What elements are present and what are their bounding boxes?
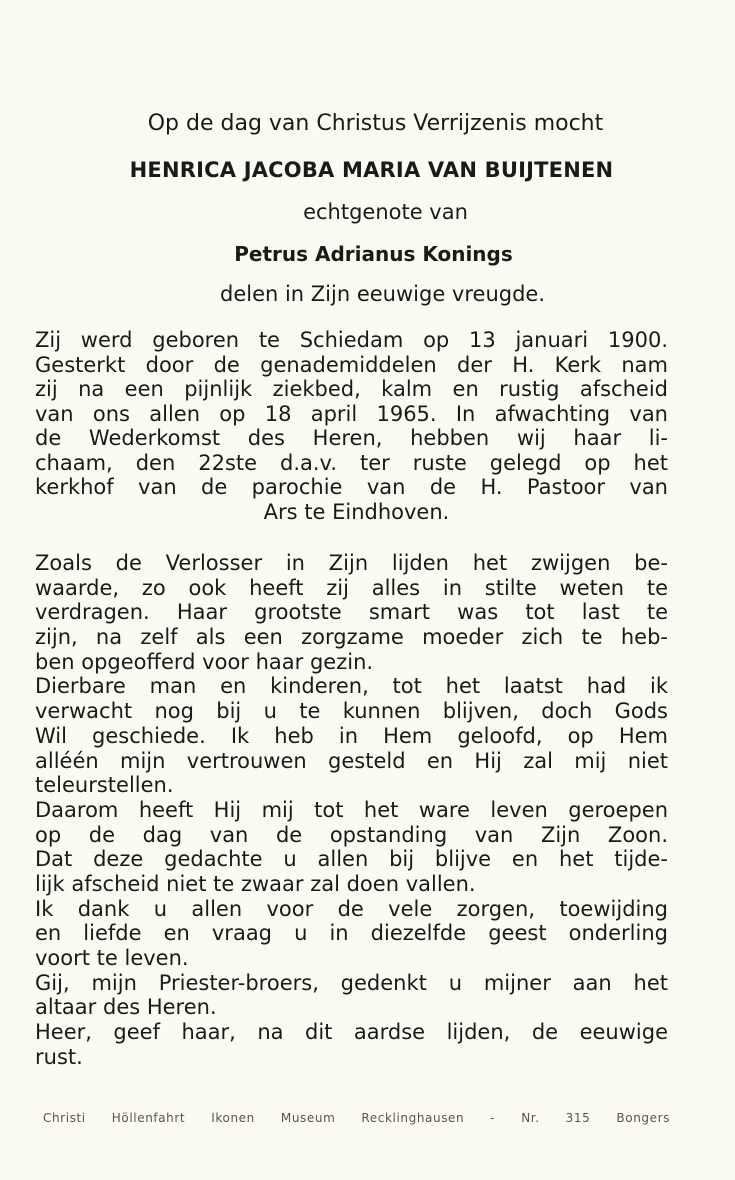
biography-line: de Wederkomst des Heren, hebben wij haar li- [35,426,668,450]
farewell-line: Gij, mijn Priester-broers, gedenkt u mijner aan het [35,970,668,995]
farewell-line: rust. [35,1044,83,1069]
farewell-line: Heer, geef haar, na dit aardse lijden, de eeuwige [35,1020,668,1045]
farewell-line: teleurstellen. [35,773,174,798]
farewell-line: waarde, zo ook heeft zij alles in stilte weten te [35,575,668,600]
biography-paragraph [35,328,668,524]
farewell-line: altaar des Heren. [35,995,217,1020]
farewell-line: lijk afscheid niet te zwaar zal doen vallen. [35,871,476,896]
biography-line: Gesterkt door de genademiddelen der H. Kerk nam [35,352,668,377]
opening-line: Op de dag van Christus Verrijzenis mocht [147,111,604,136]
farewell-line: Wil geschiede. Ik heb in Hem geloofd, op Hem [35,723,668,748]
spouse-label: echtgenote van [303,200,468,224]
farewell-line: verdragen. Haar grootste smart was tot last te [35,600,668,625]
closing-line: delen in Zijn eeuwige vreugde. [219,282,546,306]
biography-line: Ars te Eindhoven. [263,499,450,524]
farewell-line: en liefde en vraag u in diezelfde geest onderling [35,921,668,946]
farewell-line: op de dag van de opstanding van Zijn Zoon. [35,822,668,847]
biography-line: van ons allen op 18 april 1965. In afwachting van [35,401,668,426]
farewell-paragraph [35,551,668,1069]
farewell-line: Zoals de Verlosser in Zijn lijden het zwijgen be- [35,551,668,575]
farewell-line: voort te leven. [35,946,189,970]
farewell-line: zijn, na zelf als een zorgzame moeder zich te heb- [35,625,668,650]
farewell-line: ben opgeofferd voor haar gezin. [35,649,374,674]
biography-line: chaam, den 22ste d.a.v. ter ruste gelegd op het [35,450,668,475]
farewell-line: Ik dank u allen voor de vele zorgen, toewijding [35,896,668,921]
farewell-line: verwacht nog bij u te kunnen blijven, doch Gods [35,699,668,724]
farewell-line: Dierbare man en kinderen, tot het laatst had ik [35,674,668,699]
farewell-line: Dat deze gedachte u allen bij blijve en het tijde- [35,847,668,872]
farewell-line: alléén mijn vertrouwen gesteld en Hij zal mij niet [35,748,668,773]
biography-line: kerkhof van de parochie van de H. Pastoor van [35,475,668,499]
spouse-name: Petrus Adrianus Konings [234,242,513,266]
biography-line: Zij werd geboren te Schiedam op 13 januari 1900. [35,328,668,352]
farewell-line: Daarom heeft Hij mij tot het ware leven geroepen [35,797,668,822]
image-credit: Christi Höllenfahrt Ikonen Museum Recklinghausen - Nr. 315 Bongers [43,1111,670,1125]
biography-line: zij na een pijnlijk ziekbed, kalm en rustig afscheid [35,377,668,401]
deceased-name: HENRICA JACOBA MARIA VAN BUIJTENEN [129,158,614,182]
